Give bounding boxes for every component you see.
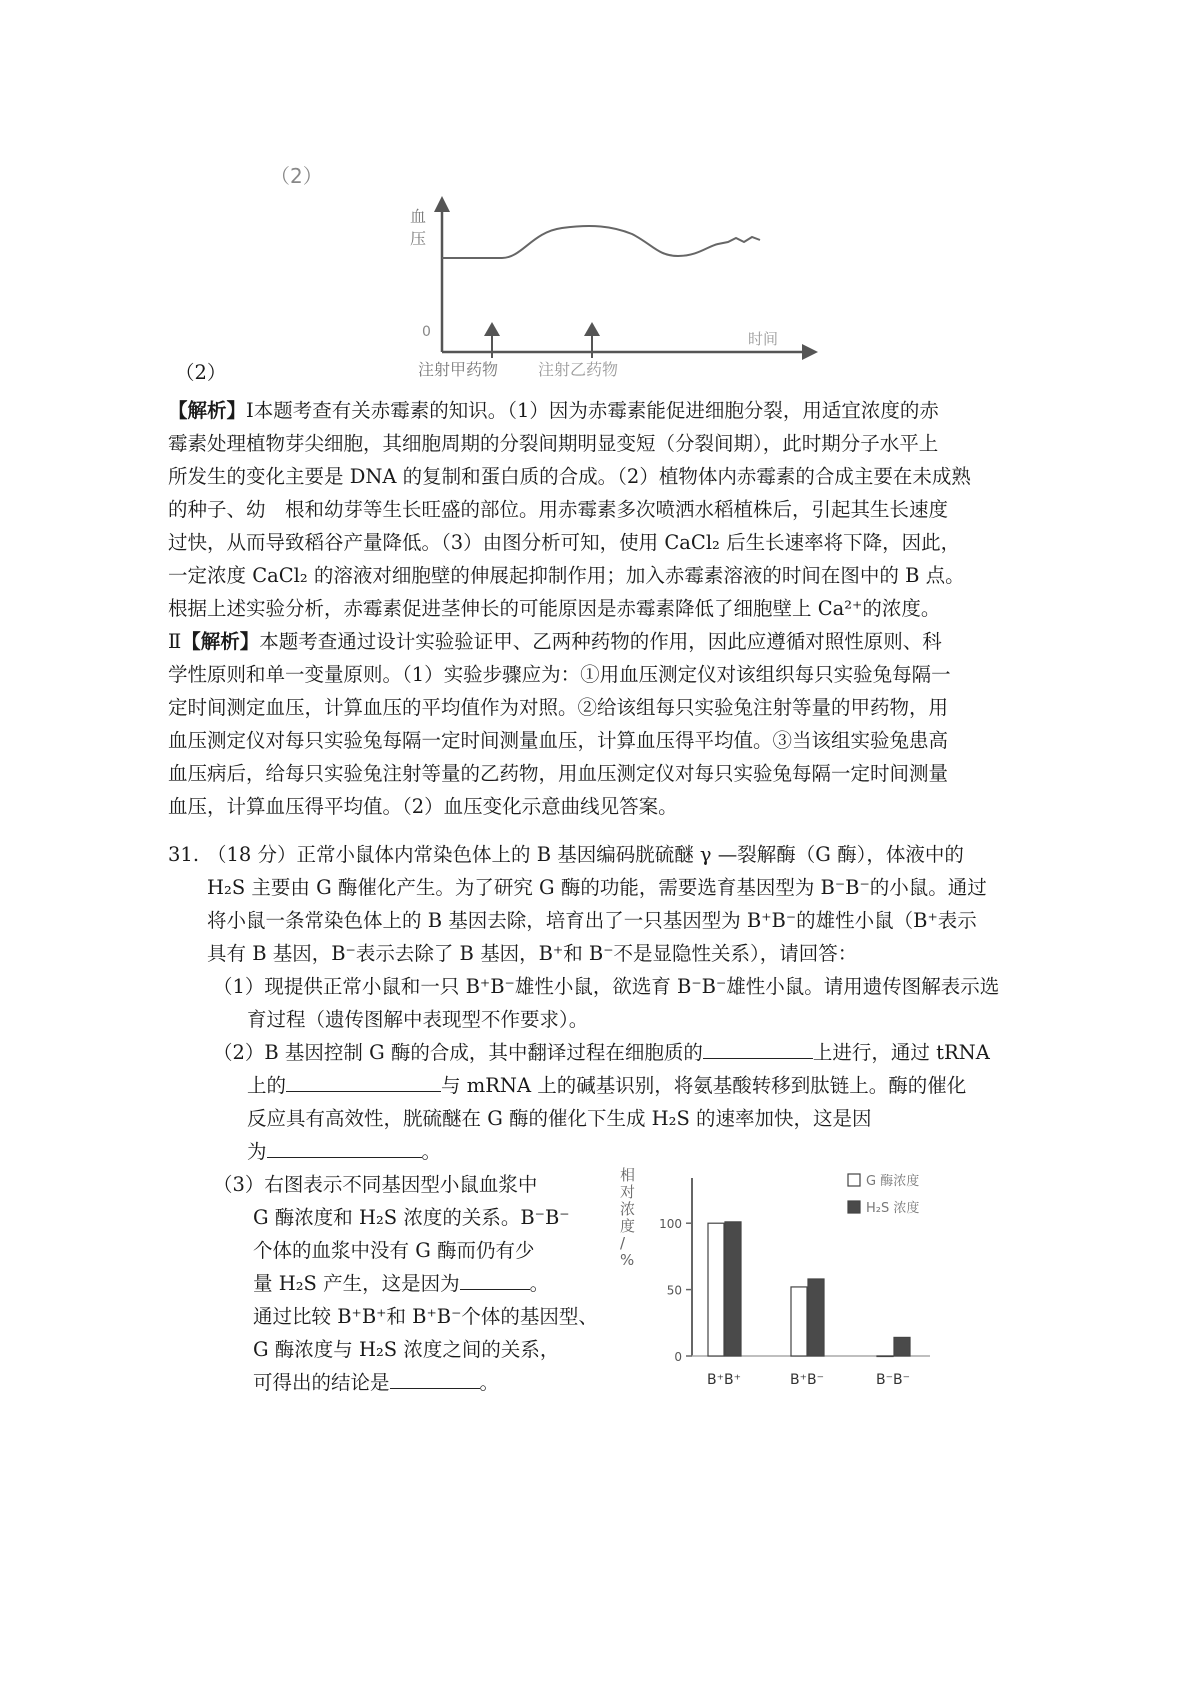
y-axis-label: 血压	[410, 207, 427, 248]
answer-blank-5[interactable]	[390, 1366, 480, 1389]
analysis-1-line: 【解析】Ⅰ本题考查有关赤霉素的知识。（1）因为赤霉素能促进细胞分裂，用适宜浓度的赤	[168, 399, 939, 422]
concentration-chart	[600, 1160, 980, 1400]
intro-line: H₂S 主要由 G 酶催化产生。为了研究 G 酶的功能，需要选育基因型为 B⁻B⁻的小鼠。通过	[207, 876, 987, 899]
analysis-2-line: 定时间测定血压，计算血压的平均值作为对照。②给该组每只实验兔注射等量的甲药物，用	[168, 696, 949, 719]
intro-line: 具有 B 基因，B⁻表示去除了 B 基因，B⁺和 B⁻不是显隐性关系），请回答：	[207, 942, 858, 965]
analysis-2-line: 学性原则和单一变量原则。（1）实验步骤应为：①用血压测定仪对该组织每只实验兔每隔一	[168, 663, 951, 686]
x-axis-label: 时间	[748, 330, 779, 348]
marker2-label: 注射乙药物	[538, 360, 619, 379]
legend-swatch	[848, 1174, 860, 1186]
analysis-2-line: Ⅱ【解析】本题考查通过设计实验验证甲、乙两种药物的作用，因此应遵循对照性原则、科	[168, 630, 942, 653]
bp-curve	[442, 226, 760, 258]
answer-blank-1[interactable]	[703, 1036, 813, 1059]
answer-blank-2[interactable]	[286, 1069, 441, 1092]
y-axis-arrow	[434, 196, 450, 212]
analysis-1-line: 的种子、幼 根和幼芽等生长旺盛的部位。用赤霉素多次喷洒水稻植株后，引起其生长速度	[168, 498, 949, 521]
analysis-1-line: 过快，从而导致稻谷产量降低。（3）由图分析可知，使用 CaCl₂ 后生长速率将下降，因此，	[168, 531, 961, 554]
analysis-tag: 【解析】	[181, 630, 260, 653]
y-tick-label: 0	[674, 1350, 682, 1364]
x-axis-arrow	[802, 344, 818, 360]
sub-question-3: （3）右图表示不同基因型小鼠血浆中 G 酶浓度和 H₂S 浓度的关系。B⁻B⁻ 个体的血浆中没有 G 酶而仍有少 量 H₂S 产生，这是因为 。 通过比较 B⁺B⁺和 B⁺B⁻个体的基因型、 G 酶浓度与 H₂S 浓度之间的关系， 可得出的结论是 。	[213, 1173, 598, 1394]
sub-question-1-line: 育过程（遗传图解中表现型不作要求）。	[247, 1008, 589, 1031]
answer-label: （2）	[175, 361, 227, 384]
analysis-1	[168, 394, 971, 625]
marker2-arrow	[584, 322, 600, 336]
bar-h2s	[725, 1222, 741, 1356]
intro-line: 将小鼠一条常染色体上的 B 基因去除，培育出了一只基因型为 B⁺B⁻的雄性小鼠（B⁺表示	[207, 909, 977, 932]
bar-chart-svg	[600, 1160, 980, 1400]
question-intro	[207, 838, 987, 970]
legend-entry: G 酶浓度	[866, 1174, 920, 1189]
sub-question-1	[213, 970, 1000, 1036]
category-label: B⁻B⁻	[876, 1372, 910, 1388]
intro-line: （18 分）正常小鼠体内常染色体上的 B 基因编码胱硫醚 γ —裂解酶（G 酶），体液中的	[207, 843, 964, 866]
answer-blank-4[interactable]	[460, 1267, 530, 1290]
bar-g-enzyme	[708, 1223, 724, 1356]
analysis-2-line: 血压测定仪对每只实验兔每隔一定时间测量血压，计算血压得平均值。③当该组实验兔患高	[168, 729, 949, 752]
bp-figure	[270, 160, 870, 420]
marker1-label: 注射甲药物	[418, 360, 499, 379]
y-axis-label: 相对浓度/ %	[620, 1166, 636, 1269]
category-label: B⁺B⁺	[707, 1372, 741, 1388]
bar-g-enzyme	[877, 1356, 893, 1357]
bar-g-enzyme	[791, 1287, 807, 1356]
legend-swatch	[848, 1201, 860, 1213]
analysis-2	[168, 625, 951, 823]
y-tick-label: 50	[666, 1283, 682, 1298]
sub-question-2: （2）B 基因控制 G 酶的合成，其中翻译过程在细胞质的 上进行，通过 tRNA 上的 与 mRNA 上的碱基识别，将氨基酸转移到肽链上。酶的催化 反应具有高效性，胱硫醚在 G 酶的催化下生成 H₂S 的速率加快，这是因 为 。	[213, 1036, 958, 1168]
analysis-2-line: 血压病后，给每只实验兔注射等量的乙药物，用血压测定仪对每只实验兔每隔一定时间测量	[168, 762, 949, 785]
category-label: B⁺B⁻	[790, 1372, 824, 1388]
bar-h2s	[808, 1279, 824, 1356]
analysis-1-line: 所发生的变化主要是 DNA 的复制和蛋白质的合成。（2）植物体内赤霉素的合成主要在未成熟	[168, 465, 971, 488]
y-tick-label: 100	[659, 1217, 682, 1232]
analysis-tag: 【解析】	[168, 399, 247, 422]
analysis-1-line: 一定浓度 CaCl₂ 的溶液对细胞壁的伸展起抑制作用；加入赤霉素溶液的时间在图中的 B 点。	[168, 564, 965, 587]
answer-blank-3[interactable]	[267, 1135, 422, 1158]
question-number: 31.	[168, 843, 200, 866]
origin-label: 0	[422, 324, 431, 340]
bar-h2s	[894, 1337, 910, 1356]
figure-label: （2）	[270, 164, 323, 188]
analysis-1-line: 霉素处理植物芽尖细胞，其细胞周期的分裂间期明显变短（分裂间期），此时期分子水平上	[168, 432, 939, 455]
sub-question-1-line: （1）现提供正常小鼠和一只 B⁺B⁻雄性小鼠，欲选育 B⁻B⁻雄性小鼠。请用遗传图解表示选	[213, 975, 1000, 998]
analysis-1-line: 根据上述实验分析，赤霉素促进茎伸长的可能原因是赤霉素降低了细胞壁上 Ca²⁺的浓度。	[168, 597, 941, 620]
legend-entry: H₂S 浓度	[866, 1201, 920, 1216]
marker1-arrow	[484, 322, 500, 336]
bp-curve-chart	[270, 160, 870, 420]
analysis-2-line: 血压，计算血压得平均值。（2）血压变化示意曲线见答案。	[168, 795, 678, 818]
